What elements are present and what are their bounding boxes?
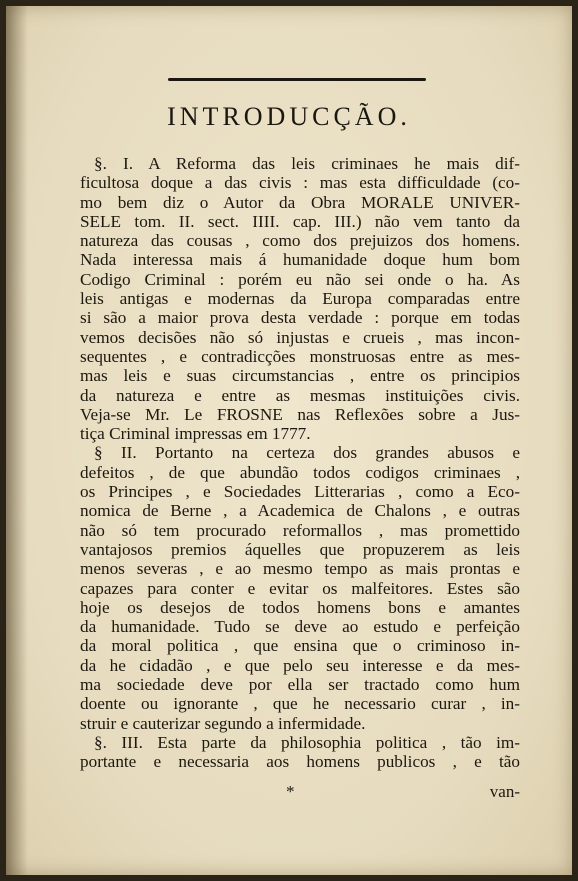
text-line: doente ou ignorante , que he necessario curar , in- <box>80 694 520 714</box>
text-line: Nada interessa mais á humanidade doque hum bom <box>80 250 520 270</box>
text-line: SELE tom. II. sect. IIII. cap. III.) não vem tanto da <box>80 211 520 231</box>
page-title: INTRODUCÇÃO. <box>167 102 411 131</box>
text-line: struir e cauterizar segundo a infermidade. <box>80 713 366 733</box>
text-line: da moral politica , que ensina que o criminoso in- <box>80 636 520 656</box>
text-line: mas leis e suas circumstancias , entre os principios <box>80 366 520 386</box>
text-line: da he cidadão , e que pelo seu interesse e da mes- <box>80 655 520 675</box>
text-line: ma sociedade deve por ella ser tractado como hum <box>80 675 520 695</box>
text-line: os Principes , e Sociedades Litterarias , como a Eco- <box>80 482 520 502</box>
text-line: vantajosos premios áquelles que propuzerem as leis <box>80 539 520 559</box>
page-footer <box>80 782 520 802</box>
text-line: leis antigas e modernas da Europa comparadas entre <box>80 289 520 309</box>
text-line: si são a maior prova desta verdade : porque em todas <box>80 308 520 328</box>
text-line: natureza das cousas , como dos prejuizos dos homens. <box>80 231 520 251</box>
text-line: da natureza e entre as mesmas instituições civis. <box>80 385 520 405</box>
body-text <box>80 154 520 772</box>
book-page <box>6 6 572 875</box>
text-line: nomica de Berne , a Academica de Chalons , e outras <box>80 501 520 521</box>
text-line: vemos decisões não só injustas e crueis , mas incon- <box>80 327 520 347</box>
text-line: §. I. A Reforma das leis criminaes he mais dif- <box>94 154 520 173</box>
page-gutter-shadow <box>6 6 28 875</box>
text-line: §. III. Esta parte da philosophia politica , tão im- <box>94 732 520 752</box>
text-line: da humanidade. Tudo se deve ao estudo e perfeição <box>80 617 520 637</box>
text-line: menos severas , e ao mesmo tempo as mais prontas e <box>80 559 520 579</box>
text-line: Veja-se Mr. Le FROSNE nas Reflexões sobre a Jus- <box>80 404 520 424</box>
header-rule <box>168 78 426 81</box>
text-line: mo bem diz o Autor da Obra MORALE UNIVER- <box>80 192 520 212</box>
text-line: § II. Portanto na certeza dos grandes abusos e <box>94 443 520 463</box>
text-line: sequentes , e contradicções monstruosas entre as mes- <box>80 346 520 366</box>
signature-mark: * <box>286 782 295 801</box>
catchword: van- <box>489 782 520 801</box>
text-line: Codigo Criminal : porém eu não sei onde o ha. As <box>80 269 520 289</box>
text-line: hoje os desejos de todos homens bons e amantes <box>80 597 520 617</box>
text-line: defeitos , de que abundão todos codigos criminaes , <box>80 462 520 482</box>
text-line: portante e necessaria aos homens publicos , e tão <box>80 752 520 772</box>
text-line: não só tem procurado reformallos , mas promettido <box>80 520 520 540</box>
text-line: capazes para conter e evitar os malfeitores. Estes são <box>80 578 520 598</box>
text-line: tiça Criminal impressas em 1777. <box>80 424 311 444</box>
text-line: ficultosa doque a das civis : mas esta difficuldade (co- <box>80 173 520 193</box>
